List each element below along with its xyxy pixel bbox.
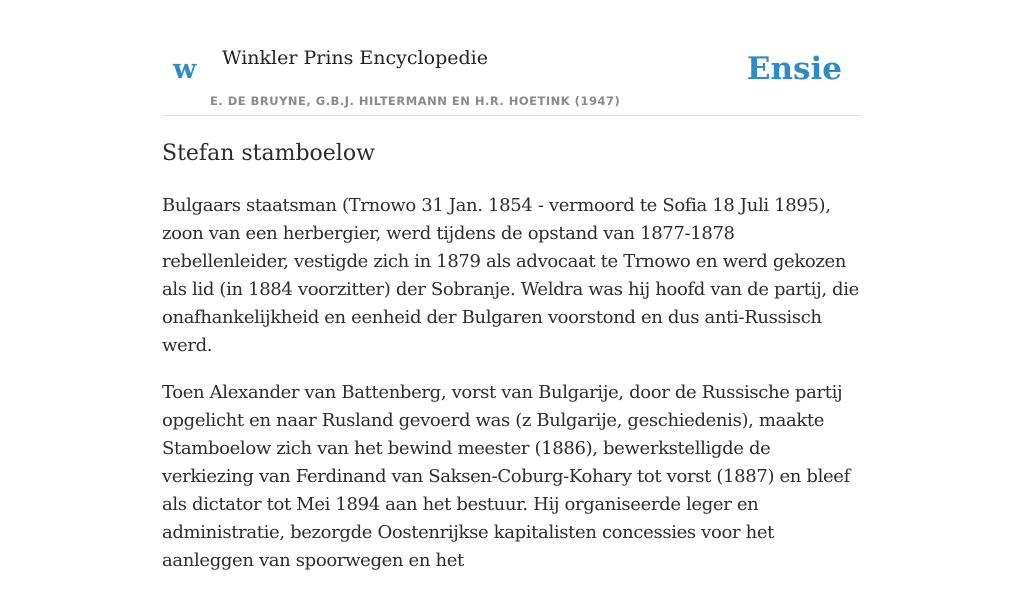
article-body (162, 192, 864, 594)
header-divider (162, 115, 862, 116)
ensie-brand-logo[interactable]: Ensie (746, 51, 842, 87)
article-paragraph-1: Bulgaars staatsman (Trnowo 31 Jan. 1854 - vermoord te Sofia 18 Juli 1895), zoon van een herbergier, werd tijdens de opstand van 1877-1878 rebellenleider, vestigde zich in 1879 als advocaat te Trnowo en werd gekozen als lid (in 1884 voorzitter) der Sobranje. Weldra was hij hoofd van de partij, die onafhankelijkheid en eenheid der Bulgaren voorstond en dus anti-Russisch werd. (162, 195, 859, 356)
publication-title[interactable]: Winkler Prins Encyclopedie (222, 47, 488, 69)
encyclopedia-logo-icon[interactable]: w (173, 54, 197, 85)
article-title: Stefan stamboelow (162, 141, 375, 166)
article-paragraph-2: Toen Alexander van Battenberg, vorst van Bulgarije, door de Russische partij opgelicht en naar Rusland gevoerd was (z Bulgarije, geschiedenis), maakte Stamboelow zich van het bewind meester (1886), bewerkstelligde de verkiezing van Ferdinand van Saksen-Coburg-Kohary tot vorst (1887) en bleef als dictator tot Mei 1894 aan het bestuur. Hij organiseerde leger en administratie, bezorgde Oostenrijkse kapitalisten concessies voor het aanleggen van spoorwegen en het (162, 382, 850, 571)
publication-authors: E. DE BRUYNE, G.B.J. HILTERMANN EN H.R. HOETINK (1947) (210, 94, 621, 108)
